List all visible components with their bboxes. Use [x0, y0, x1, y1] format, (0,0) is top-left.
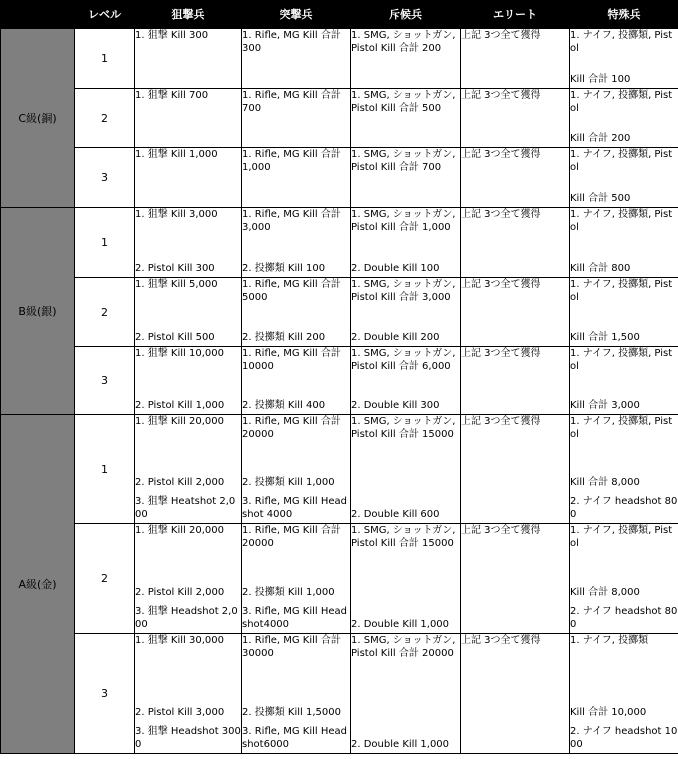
sniper-requirement-cell	[135, 415, 242, 524]
requirement-line: Kill 合計 500	[570, 193, 631, 204]
requirement-line: 1. SMG, ショットガン, Pistol Kill 合計 1,000	[351, 209, 456, 233]
level-number: 3	[75, 148, 135, 208]
special-requirement-cell	[570, 347, 678, 415]
sniper-requirement-cell	[135, 634, 242, 754]
assault-requirement-cell	[242, 347, 351, 415]
table-row	[1, 29, 678, 89]
requirement-line: 1. SMG, ショットガン, Pistol Kill 合計 200	[351, 30, 456, 54]
requirement-line: 1. SMG, ショットガン, Pistol Kill 合計 700	[351, 149, 456, 173]
requirement-line: 1. ナイフ, 投擲類, Pistol	[570, 209, 673, 233]
scout-requirement-cell	[351, 524, 461, 634]
header-corner	[1, 1, 75, 29]
sniper-requirement-cell	[135, 29, 242, 89]
scout-requirement-cell	[351, 634, 461, 754]
sniper-requirement-cell	[135, 148, 242, 208]
sniper-requirement-cell	[135, 278, 242, 347]
requirement-line: Kill 合計 8,000	[570, 477, 640, 488]
requirement-line: 3. 狙撃 Headshot 2,000	[135, 606, 238, 630]
requirement-line: 2. ナイフ headshot 1000	[570, 726, 678, 750]
level-number: 2	[75, 524, 135, 634]
assault-requirement-cell	[242, 634, 351, 754]
requirement-line: 1. 狙撃 Kill 3,000	[135, 209, 218, 220]
elite-requirement-cell	[461, 347, 570, 415]
special-requirement-cell	[570, 524, 678, 634]
requirement-line: 1. ナイフ, 投擲類, Pistol	[570, 149, 673, 173]
assault-requirement-cell	[242, 29, 351, 89]
requirement-line: 3. 狙撃 Headshot 3000	[135, 726, 241, 750]
requirement-line: 上記 3つ全て獲得	[461, 30, 541, 41]
assault-requirement-cell	[242, 148, 351, 208]
requirement-line: 1. SMG, ショットガン, Pistol Kill 合計 20000	[351, 635, 456, 659]
requirement-line: 2. 投擲類 Kill 400	[242, 400, 326, 411]
requirement-line: 2. Pistol Kill 1,000	[135, 400, 225, 411]
elite-requirement-cell	[461, 89, 570, 148]
requirement-line: 2. Pistol Kill 500	[135, 332, 215, 343]
header-sniper: 狙撃兵	[135, 1, 242, 29]
requirement-line: 1. 狙撃 Kill 20,000	[135, 416, 224, 427]
sniper-requirement-cell	[135, 208, 242, 278]
requirement-line: 2. 投擲類 Kill 1,000	[242, 587, 335, 598]
requirement-line: 1. Rifle, MG Kill 合計 20000	[242, 416, 341, 440]
requirement-line: 2. 投擲類 Kill 100	[242, 263, 326, 274]
requirement-line: 1. SMG, ショットガン, Pistol Kill 合計 3,000	[351, 279, 456, 303]
scout-requirement-cell	[351, 415, 461, 524]
level-number: 2	[75, 89, 135, 148]
grade-label: C級(銅)	[1, 29, 75, 208]
requirement-line: 1. Rifle, MG Kill 合計 700	[242, 90, 341, 114]
assault-requirement-cell	[242, 278, 351, 347]
special-requirement-cell	[570, 634, 678, 754]
header-scout: 斥候兵	[351, 1, 461, 29]
requirement-line: 1. 狙撃 Kill 30,000	[135, 635, 224, 646]
requirement-line: 1. 狙撃 Kill 1,000	[135, 149, 218, 160]
requirement-line: 1. 狙撃 Kill 10,000	[135, 348, 224, 359]
requirement-line: Kill 合計 1,500	[570, 332, 640, 343]
requirement-line: 1. Rifle, MG Kill 合計 300	[242, 30, 341, 54]
table-row	[1, 148, 678, 208]
requirement-line: Kill 合計 200	[570, 133, 631, 144]
requirement-line: 1. Rifle, MG Kill 合計 30000	[242, 635, 341, 659]
requirement-line: 1. 狙撃 Kill 5,000	[135, 279, 218, 290]
special-requirement-cell	[570, 148, 678, 208]
scout-requirement-cell	[351, 278, 461, 347]
requirement-line: Kill 合計 3,000	[570, 400, 640, 411]
special-requirement-cell	[570, 89, 678, 148]
requirement-line: 1. SMG, ショットガン, Pistol Kill 合計 15000	[351, 416, 456, 440]
requirement-line: 2. Double Kill 1,000	[351, 619, 450, 630]
requirement-line: 1. ナイフ, 投擲類, Pistol	[570, 348, 673, 372]
level-number: 1	[75, 415, 135, 524]
grade-label: A級(金)	[1, 415, 75, 754]
level-number: 3	[75, 347, 135, 415]
header-elite: エリート	[461, 1, 570, 29]
requirement-line: 1. Rifle, MG Kill 合計 5000	[242, 279, 341, 303]
requirement-line: 上記 3つ全て獲得	[461, 279, 541, 290]
sniper-requirement-cell	[135, 347, 242, 415]
requirement-line: 2. Pistol Kill 3,000	[135, 707, 225, 718]
elite-requirement-cell	[461, 148, 570, 208]
requirement-line: 1. Rifle, MG Kill 合計 20000	[242, 525, 341, 549]
requirement-line: 2. 投擲類 Kill 1,000	[242, 477, 335, 488]
elite-requirement-cell	[461, 524, 570, 634]
special-requirement-cell	[570, 29, 678, 89]
requirement-line: 2. Double Kill 600	[351, 509, 440, 520]
requirement-line: 1. SMG, ショットガン, Pistol Kill 合計 6,000	[351, 348, 456, 372]
requirement-line: 2. 投擲類 Kill 1,5000	[242, 707, 341, 718]
header-assault: 突撃兵	[242, 1, 351, 29]
requirement-line: 1. Rifle, MG Kill 合計 10000	[242, 348, 341, 372]
requirement-line: Kill 合計 8,000	[570, 587, 640, 598]
special-requirement-cell	[570, 208, 678, 278]
requirement-line: 1. 狙撃 Kill 300	[135, 30, 209, 41]
requirement-line: 1. Rifle, MG Kill 合計 1,000	[242, 149, 341, 173]
scout-requirement-cell	[351, 347, 461, 415]
requirement-line: 2. ナイフ headshot 800	[570, 496, 678, 520]
requirement-line: 上記 3つ全て獲得	[461, 635, 541, 646]
sniper-requirement-cell	[135, 89, 242, 148]
requirement-line: 2. ナイフ headshot 800	[570, 606, 678, 630]
requirement-line: 3. Rifle, MG Kill Headshot4000	[242, 606, 348, 630]
requirement-line: 2. Double Kill 300	[351, 400, 440, 411]
level-number: 2	[75, 278, 135, 347]
table-row	[1, 347, 678, 415]
elite-requirement-cell	[461, 278, 570, 347]
special-requirement-cell	[570, 415, 678, 524]
header-special: 特殊兵	[570, 1, 678, 29]
requirement-line: 2. Double Kill 200	[351, 332, 440, 343]
requirement-line: 3. 狙撃 Heatshot 2,000	[135, 496, 236, 520]
requirement-line: 上記 3つ全て獲得	[461, 348, 541, 359]
requirement-line: 2. Double Kill 100	[351, 263, 440, 274]
requirement-line: Kill 合計 800	[570, 263, 631, 274]
requirement-line: 1. ナイフ, 投擲類, Pistol	[570, 279, 673, 303]
requirement-line: 上記 3つ全て獲得	[461, 525, 541, 536]
requirement-line: 上記 3つ全て獲得	[461, 209, 541, 220]
requirement-line: 2. Pistol Kill 2,000	[135, 587, 225, 598]
requirement-line: 2. 投擲類 Kill 200	[242, 332, 326, 343]
assault-requirement-cell	[242, 89, 351, 148]
elite-requirement-cell	[461, 208, 570, 278]
elite-requirement-cell	[461, 415, 570, 524]
requirement-line: 1. ナイフ, 投擲類, Pistol	[570, 30, 673, 54]
table-row	[1, 634, 678, 754]
sniper-requirement-cell	[135, 524, 242, 634]
requirement-line: 3. Rifle, MG Kill Headshot 4000	[242, 496, 348, 520]
assault-requirement-cell	[242, 208, 351, 278]
requirement-line: 1. 狙撃 Kill 20,000	[135, 525, 224, 536]
requirement-line: 上記 3つ全て獲得	[461, 149, 541, 160]
requirement-line: 1. ナイフ, 投擲類, Pistol	[570, 90, 673, 114]
requirement-line: 上記 3つ全て獲得	[461, 416, 541, 427]
elite-requirement-cell	[461, 634, 570, 754]
header-level: レベル	[75, 1, 135, 29]
requirement-line: 1. ナイフ, 投擲類, Pistol	[570, 416, 673, 440]
requirement-line: 1. ナイフ, 投擲類	[570, 635, 649, 646]
level-number: 1	[75, 29, 135, 89]
header-row	[1, 1, 678, 29]
table-body	[1, 29, 678, 754]
elite-requirement-cell	[461, 29, 570, 89]
requirement-line: 2. Pistol Kill 300	[135, 263, 215, 274]
requirement-line: 1. Rifle, MG Kill 合計 3,000	[242, 209, 341, 233]
requirement-line: 2. Double Kill 1,000	[351, 739, 450, 750]
table-row	[1, 415, 678, 524]
scout-requirement-cell	[351, 148, 461, 208]
special-requirement-cell	[570, 278, 678, 347]
scout-requirement-cell	[351, 89, 461, 148]
table-row	[1, 208, 678, 278]
requirement-line: 1. SMG, ショットガン, Pistol Kill 合計 15000	[351, 525, 456, 549]
requirement-line: 1. SMG, ショットガン, Pistol Kill 合計 500	[351, 90, 456, 114]
requirement-line: 1. 狙撃 Kill 700	[135, 90, 209, 101]
scout-requirement-cell	[351, 208, 461, 278]
assault-requirement-cell	[242, 524, 351, 634]
requirement-line: 1. ナイフ, 投擲類, Pistol	[570, 525, 673, 549]
requirement-line: Kill 合計 100	[570, 74, 631, 85]
table-row	[1, 278, 678, 347]
assault-requirement-cell	[242, 415, 351, 524]
requirement-line: 2. Pistol Kill 2,000	[135, 477, 225, 488]
requirement-line: 上記 3つ全て獲得	[461, 90, 541, 101]
level-number: 3	[75, 634, 135, 754]
grade-label: B級(銀)	[1, 208, 75, 415]
table-row	[1, 89, 678, 148]
scout-requirement-cell	[351, 29, 461, 89]
table-row	[1, 524, 678, 634]
requirement-line: Kill 合計 10,000	[570, 707, 647, 718]
requirement-line: 3. Rifle, MG Kill Headshot6000	[242, 726, 348, 750]
level-number: 1	[75, 208, 135, 278]
